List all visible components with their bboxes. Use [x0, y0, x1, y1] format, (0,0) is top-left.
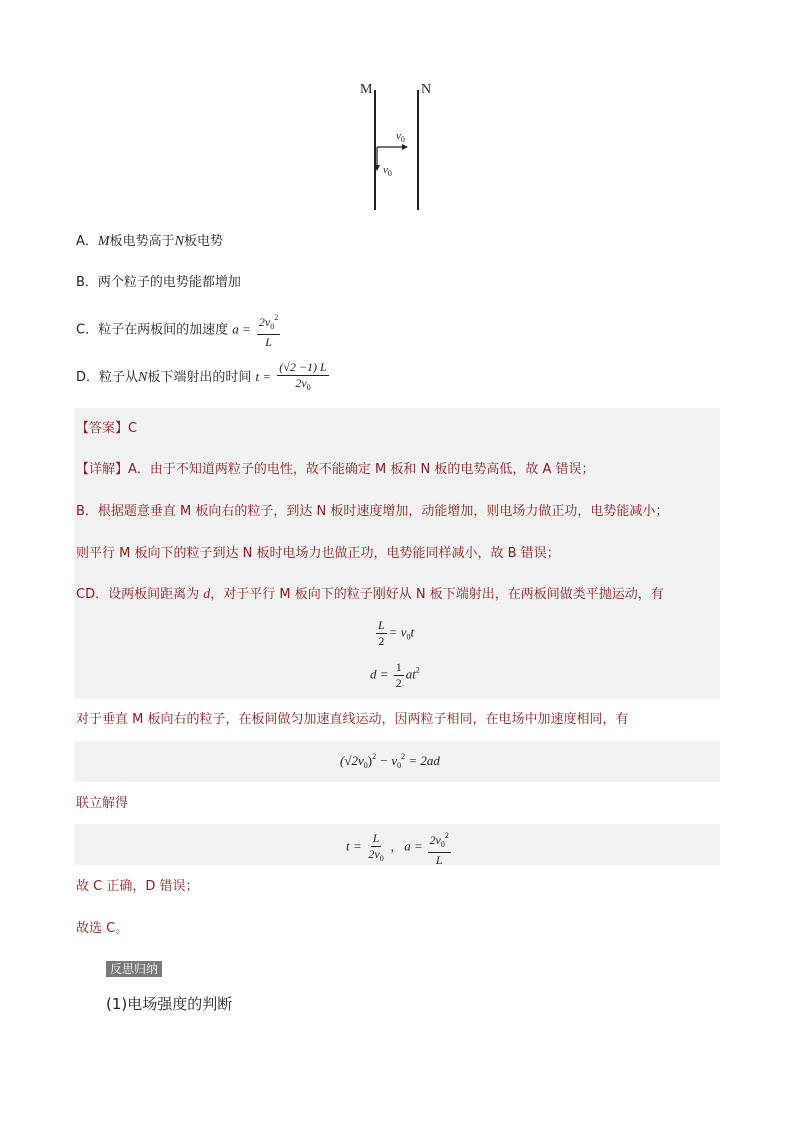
equation-2: d = $\frac{1}{2}$ $at^2$ — [370, 660, 420, 690]
reflect-tag: 反思归纳 — [106, 958, 162, 977]
detail-line-6: 联立解得 — [76, 796, 129, 811]
option-b: B．两个粒子的电势能都增加 — [76, 275, 241, 290]
detail-line-3: 则平行 M 板向下的粒子到达 N 板时电场力也做正功，电势能同样减小，故 B 错误； — [76, 546, 560, 561]
label-m: M — [360, 82, 373, 97]
equation-3: $(√2v_0)^2 - v_0^2 = 2ad$ — [340, 752, 440, 770]
label-v0-down: $v_0$ — [383, 164, 392, 178]
arrowhead-right — [402, 144, 408, 150]
label-n: N — [421, 82, 432, 97]
detail-line-5: 对于垂直 M 板向右的粒子，在板间做匀加速直线运动，因两粒子相同，在电场中加速度相同，有 — [76, 712, 629, 727]
equation-1: $\frac{L}{2}$ = $v_0t$ — [378, 618, 415, 648]
equation-4: t = $\frac{L}{2v_0}$ ， a = $\frac{2v_0^2}{L}$ — [346, 828, 453, 868]
answer-line: 【答案】C — [76, 421, 138, 436]
detail-line-4: CD．设两板间距离为 d，对于平行 M 板向下的粒子刚好从 N 板下端射出，在两板间做类平抛运动，有 — [76, 587, 664, 602]
option-c: C．粒子在两板间的加速度 a = $\frac{2v_0^2}{L}$ — [76, 310, 282, 350]
option-d: D．粒子从N板下端射出的时间 t = $\frac{(√2 -1) L}{2v_0}$ — [76, 360, 327, 392]
detail-line-1: 【详解】A．由于不知道两粒子的电性，故不能确定 M 板和 N 板的电势高低，故 A 错误； — [76, 462, 595, 477]
option-a: A．M板电势高于N板电势 — [76, 234, 223, 249]
plates-figure — [350, 80, 450, 215]
reflect-item-1: (1)电场强度的判断 — [106, 995, 233, 1013]
detail-line-8: 故选 C。 — [76, 921, 129, 936]
label-v0-right: $v_0$ — [396, 130, 405, 144]
detail-line-7: 故 C 正确，D 错误； — [76, 879, 199, 894]
detail-line-2: B．根据题意垂直 M 板向右的粒子，到达 N 板时速度增加，动能增加，则电场力做正功，电势能减小； — [76, 504, 669, 519]
